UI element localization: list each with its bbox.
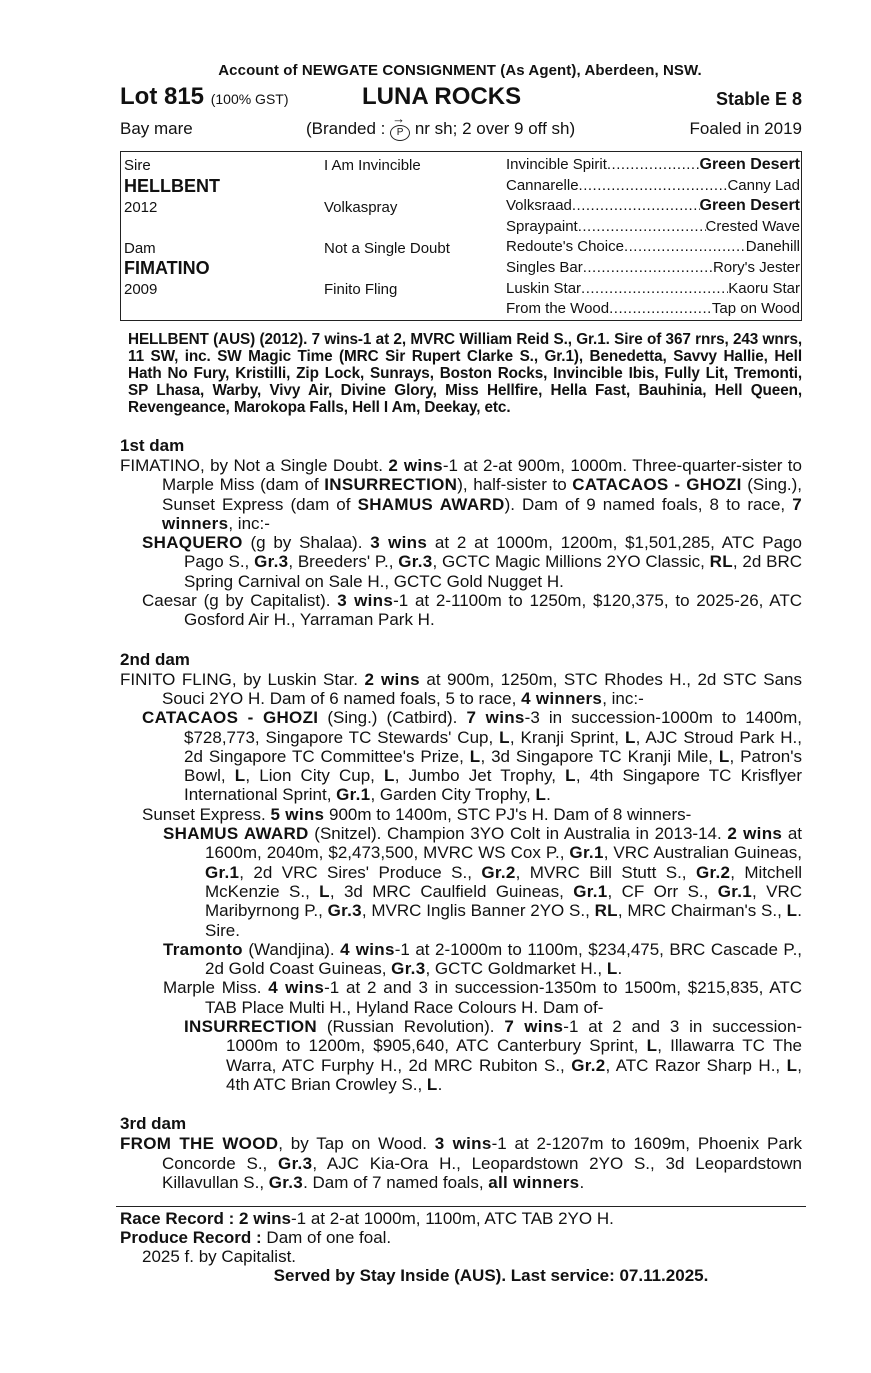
lot-label: Lot 815: [120, 83, 205, 110]
text-run: -1 at 2-at 900m, 1000m. Three-quarter-sister to Marple Miss (dam of: [162, 456, 802, 495]
text-run: Gr.3: [327, 901, 362, 921]
dam-dam: Finito Fling: [324, 281, 398, 298]
ancestor-sire: Crested Wave: [705, 217, 800, 235]
sire-label: Sire: [124, 157, 151, 174]
ancestor-row: [506, 218, 800, 235]
text-run: .: [617, 959, 623, 979]
text-run: 3 wins: [337, 591, 394, 611]
text-run: .: [546, 785, 551, 805]
text-run: 2 wins: [727, 824, 783, 844]
race-record-label: Race Record :: [120, 1209, 240, 1229]
second-dam-paragraph: [120, 670, 802, 709]
text-run: Gr.1: [336, 785, 371, 805]
text-run: , VRC Australian Guineas,: [603, 843, 802, 863]
text-run: ). Dam of 9 named foals, 8 to race,: [504, 494, 793, 514]
second-dam-heading: 2nd dam: [120, 649, 190, 669]
text-run: FROM THE WOOD: [120, 1134, 279, 1154]
text-run: L: [718, 746, 730, 766]
third-dam-paragraph: [120, 1134, 802, 1192]
text-run: Gr.1: [205, 862, 240, 882]
text-run: , by Tap on Wood.: [278, 1134, 435, 1154]
ancestor-sire: Canny Lad: [727, 176, 800, 194]
text-run: FIMATINO, by Not a Single Doubt.: [120, 456, 389, 475]
text-run: 2 wins: [388, 456, 443, 475]
produce-record-label: Produce Record :: [120, 1228, 267, 1248]
dam-label: Dam: [124, 240, 156, 257]
leader-dots: [607, 156, 700, 174]
text-run: Gr.1: [717, 881, 753, 901]
brand-prefix: (Branded :: [306, 119, 391, 138]
text-run: INSURRECTION: [324, 475, 458, 495]
text-run: , MRC Chairman's S.,: [617, 901, 787, 921]
catalogue-page: [120, 62, 802, 1286]
text-run: , GCTC Goldmarket H.,: [425, 959, 607, 979]
produce-foal: 2025 f. by Capitalist.: [142, 1247, 297, 1267]
text-run: Caesar (g by Capitalist).: [142, 591, 338, 611]
sire-sire: I Am Invincible: [324, 157, 421, 174]
text-run: , 3d MRC Caulfield Guineas,: [329, 881, 574, 901]
ancestor-row: [506, 300, 800, 317]
sire-name: HELLBENT: [124, 176, 220, 196]
ancestor-name: Invincible Spirit: [506, 156, 607, 173]
text-run: Gr.3: [254, 552, 289, 572]
text-run: at 900m, 1250m, STC Rhodes H., 2d STC Sans Souci 2YO H. Dam of 6 named foals, 5 to race,: [162, 669, 802, 708]
text-run: .: [579, 1172, 585, 1192]
gst-note: (100% GST): [210, 91, 289, 107]
text-run: , 3d Singapore TC Kranji Mile,: [480, 746, 719, 766]
progeny-caesar: [120, 591, 802, 630]
lot-header: [120, 83, 802, 113]
progeny-shamus-award: [120, 824, 802, 940]
text-run: 4 wins: [268, 978, 325, 998]
ancestor-sire: Green Desert: [699, 197, 800, 215]
text-run: Gr.2: [481, 862, 516, 882]
progeny-insurrection: [120, 1017, 802, 1094]
text-run: L: [426, 1074, 438, 1094]
horse-sex-colour: Bay mare: [120, 119, 193, 138]
text-run: Gr.3: [278, 1153, 313, 1173]
text-run: 3 wins: [434, 1134, 492, 1154]
dam-year: 2009: [124, 281, 158, 298]
text-run: 7 wins: [466, 708, 525, 728]
leader-dots: [579, 177, 728, 194]
ancestor-name: Redoute's Choice: [506, 238, 624, 256]
sire-summary: HELLBENT (AUS) (2012). 7 wins-1 at 2, MVRC William Reid S., Gr.1. Sire of 367 rnrs, 243 wnrs, 11 SW, inc. SW Magic Time (MRC Sir Rupert Clarke S., Gr.1), Benedetta, Savvy Hallie, Hell Hath No Fury, Kristilli, Zip Lock, Sunrays, Boston Rocks, Invincible Ibis, Fully Lit, Tremonti, SP Lhasa, Warby, Vivy Air, Divine Glory, Miss Hellfire, Hella Fast, Bauhinia, Hell Queen, Revengeance, Marokopa Falls, Hell I Am, Deekay, etc.: [128, 331, 802, 416]
text-run: , GCTC Magic Millions 2YO Classic,: [432, 552, 710, 572]
progeny-marple-miss: [120, 978, 802, 1017]
progeny-sunset-express: [120, 805, 802, 824]
first-dam-heading: 1st dam: [120, 436, 185, 455]
text-run: , 2d VRC Sires' Produce S.,: [239, 862, 482, 882]
text-run: RL: [594, 901, 618, 921]
text-run: 900m to 1400m, STC PJ's H. Dam of 8 winners-: [324, 804, 692, 824]
brand-icon: → P: [390, 125, 410, 141]
text-run: , Patron's Bowl,: [184, 746, 802, 786]
text-run: , Garden City Trophy,: [370, 785, 536, 805]
text-run: L: [646, 1036, 658, 1056]
progeny-shaquero: [120, 533, 802, 591]
horse-description: [120, 117, 802, 143]
text-run: , Breeders' P.,: [288, 552, 399, 572]
dam-sire: Not a Single Doubt: [324, 240, 450, 257]
text-run: RL: [709, 552, 733, 572]
text-run: Gr.2: [571, 1055, 606, 1075]
text-run: -1 at 2-1100m to 1250m, $120,375, to 2025-26, ATC Gosford Air H., Yarraman Park H.: [184, 591, 802, 630]
text-run: , MVRC Bill Stutt S.,: [515, 862, 696, 882]
text-run: -3 in succession-1000m to 1400m, $728,773, Singapore TC Stewards' Cup,: [184, 708, 803, 747]
ancestor-row: [506, 238, 800, 255]
produce-record: [120, 1228, 802, 1247]
dam-name: FIMATINO: [124, 258, 210, 278]
progeny-catacaos: [120, 708, 802, 804]
text-run: Gr.3: [268, 1172, 304, 1192]
text-run: , Mitchell McKenzie S.,: [205, 862, 802, 901]
ancestor-sire: Rory's Jester: [712, 259, 800, 276]
text-run: , AJC Stroud Park H., 2d Singapore TC Committee's Prize,: [184, 727, 802, 766]
text-run: Gr.1: [569, 843, 604, 863]
text-run: all winners: [488, 1172, 580, 1192]
consignor-line: Account of NEWGATE CONSIGNMENT (As Agent), Aberdeen, NSW.: [218, 62, 702, 79]
ancestor-row: [506, 177, 800, 194]
ancestor-name: Luskin Star: [506, 279, 582, 297]
ancestor-sire: Tap on Wood: [711, 300, 800, 318]
stable-location: Stable E 8: [715, 89, 802, 109]
text-run: 5 wins: [270, 804, 325, 824]
leader-dots: [578, 218, 706, 235]
text-run: SHAMUS AWARD: [163, 824, 309, 844]
text-run: 3 wins: [370, 533, 428, 553]
race-record-wins: 2 wins: [239, 1209, 292, 1229]
text-run: 2 wins: [364, 669, 420, 689]
text-run: L: [234, 766, 246, 786]
produce-record-detail: Dam of one foal.: [266, 1228, 392, 1248]
text-run: at 1600m, 2040m, $2,473,500, MVRC WS Cox P.,: [205, 824, 803, 863]
text-run: . Dam of 7 named foals,: [303, 1172, 489, 1192]
third-dam-heading: 3rd dam: [120, 1114, 187, 1134]
text-run: Marple Miss.: [163, 978, 269, 998]
text-run: -1 at 2 and 3 in succession-1350m to 1500m, $215,835, ATC TAB Place Multi H., Hyland Race Colours H. Dam of-: [205, 978, 803, 1017]
text-run: INSURRECTION: [184, 1017, 317, 1037]
race-record: [120, 1209, 802, 1228]
text-run: L: [469, 746, 481, 766]
pedigree-table: [120, 151, 802, 321]
ancestor-row: [506, 280, 800, 297]
text-run: -1 at 2-1000m to 1100m, $234,475, BRC Cascade P., 2d Gold Coast Guineas,: [205, 939, 803, 979]
brand-suffix: nr sh; 2 over 9 off sh): [410, 119, 576, 138]
ancestor-sire: Green Desert: [699, 156, 800, 173]
text-run: 4 wins: [340, 939, 395, 959]
leader-dots: [583, 259, 713, 276]
text-run: (g by Shalaa).: [242, 533, 371, 553]
text-run: at 2 at 1000m, 1200m, $1,501,285, ATC Pago Pago S.,: [184, 533, 803, 572]
text-run: Gr.3: [391, 959, 426, 979]
service-note: Served by Stay Inside (AUS). Last service: 07.11.2025.: [273, 1266, 709, 1286]
text-run: SHAQUERO: [142, 533, 243, 553]
sire-year: 2012: [124, 199, 158, 216]
ancestor-row: [506, 259, 800, 276]
ancestor-name: Singles Bar: [506, 259, 583, 276]
text-run: L: [499, 727, 510, 747]
first-dam-paragraph: [120, 456, 802, 533]
text-run: , inc:-: [228, 513, 270, 533]
text-run: , Kranji Sprint,: [509, 727, 625, 747]
race-record-detail: -1 at 2-at 1000m, 1100m, ATC TAB 2YO H.: [291, 1209, 614, 1229]
text-run: , 2d BRC Spring Carnival on Sale H., GCTC Gold Nugget H.: [184, 552, 802, 591]
text-run: L: [786, 1055, 798, 1075]
ancestor-name: From the Wood: [506, 300, 610, 318]
ancestor-sire: Kaoru Star: [728, 279, 800, 297]
text-run: Tramonto: [163, 939, 243, 959]
text-run: CATACAOS - GHOZI: [142, 708, 319, 728]
text-run: Gr.1: [573, 881, 608, 901]
ancestor-row: [506, 156, 800, 174]
text-run: -1 at 2 and 3 in succession-1000m to 1200m, $905,640, ATC Canterbury Sprint,: [226, 1017, 802, 1056]
text-run: , ATC Razor Sharp H.,: [605, 1055, 787, 1075]
text-run: L: [606, 959, 618, 979]
text-run: , MVRC Inglis Banner 2YO S.,: [361, 901, 595, 921]
text-run: Gr.2: [695, 862, 731, 882]
text-run: FINITO FLING, by Luskin Star.: [120, 669, 365, 689]
leader-dots: [572, 197, 700, 215]
lot-number: [120, 83, 289, 111]
text-run: L: [786, 901, 798, 921]
text-run: CATACAOS - GHOZI: [572, 475, 742, 495]
text-run: .: [437, 1074, 443, 1094]
text-run: 7 wins: [504, 1017, 564, 1037]
text-run: -1 at 2-1207m to 1609m, Phoenix Park Concorde S.,: [162, 1134, 803, 1173]
text-run: , CF Orr S.,: [607, 881, 718, 901]
text-run: L: [384, 766, 395, 786]
leader-dots: [624, 238, 746, 255]
text-run: , Illawarra TC The Warra, ATC Furphy H., 2d MRC Rubiton S.,: [226, 1036, 802, 1075]
text-run: (Sing.), Sunset Express (dam of: [162, 475, 803, 514]
foaled-year: Foaled in 2019: [689, 119, 802, 138]
text-run: , Lion City Cup,: [245, 766, 385, 786]
horse-name: LUNA ROCKS: [362, 83, 522, 110]
text-run: (Snitzel). Champion 3YO Colt in Australia in 2013-14.: [308, 824, 728, 844]
text-run: , VRC Maribyrnong P.,: [205, 881, 803, 921]
progeny-tramonto: [120, 940, 802, 979]
text-run: 4 winners: [521, 688, 603, 708]
text-run: L: [319, 881, 330, 901]
text-run: L: [624, 727, 636, 747]
ancestor-name: Spraypaint: [506, 217, 578, 235]
ancestor-name: Cannarelle: [506, 176, 579, 194]
brand-description: [306, 119, 575, 141]
text-run: , 4th ATC Brian Crowley S.,: [226, 1055, 803, 1094]
records-divider: [116, 1206, 806, 1207]
text-run: , inc:-: [602, 688, 644, 708]
leader-dots: [609, 300, 712, 317]
text-run: Gr.3: [398, 552, 433, 572]
ancestor-row: [506, 197, 800, 215]
text-run: (Sing.) (Catbird).: [318, 708, 467, 728]
leader-dots: [581, 280, 728, 297]
text-run: , 4th Singapore TC Krisflyer International Sprint,: [184, 766, 802, 805]
text-run: (Wandjina).: [242, 939, 341, 959]
ancestor-name: Volksraad: [506, 197, 572, 215]
text-run: L: [535, 785, 547, 805]
text-run: L: [565, 766, 576, 786]
text-run: . Sire.: [205, 901, 803, 940]
text-run: , AJC Kia-Ora H., Leopardstown 2YO S., 3d Leopardstown Killavullan S.,: [162, 1153, 802, 1192]
text-run: (Russian Revolution).: [317, 1017, 505, 1037]
ancestor-sire: Danehill: [745, 238, 800, 256]
text-run: 7 winners: [162, 494, 802, 533]
text-run: SHAMUS AWARD: [357, 494, 505, 514]
text-run: , Jumbo Jet Trophy,: [394, 766, 566, 786]
text-run: Sunset Express.: [142, 804, 271, 824]
sire-dam: Volkaspray: [324, 199, 398, 216]
text-run: ), half-sister to: [457, 475, 573, 495]
